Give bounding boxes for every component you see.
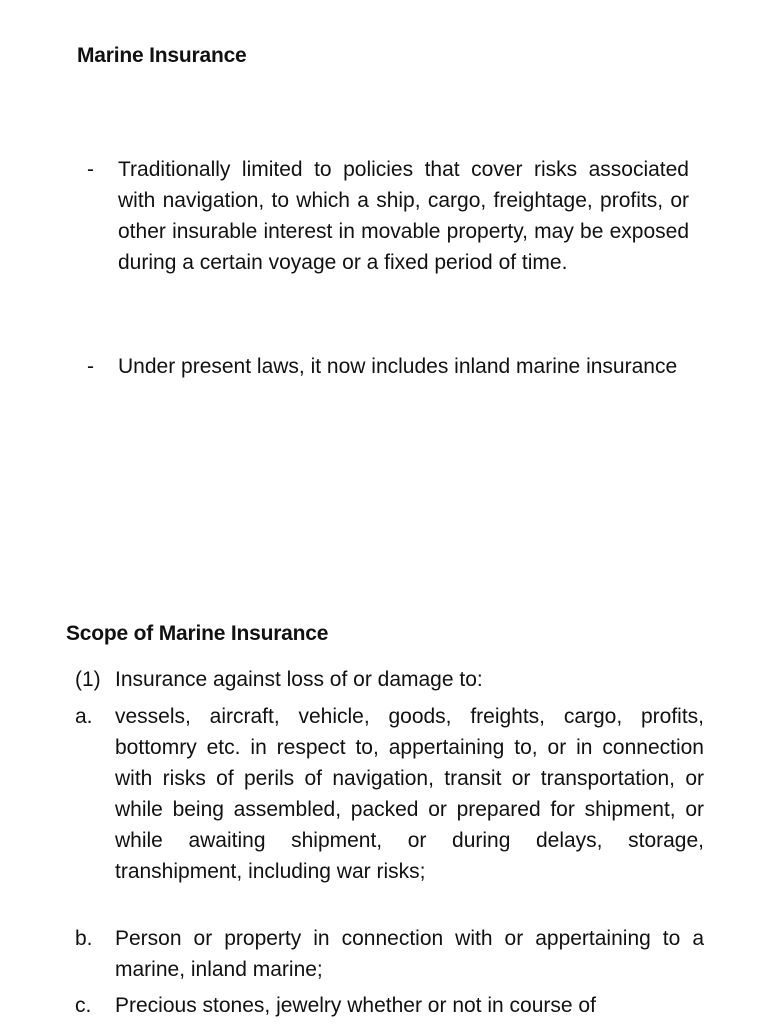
bullet-item [87, 154, 689, 278]
bullet-text: Under present laws, it now includes inland marine insurance [118, 355, 678, 378]
list-item [75, 990, 704, 1021]
list-text: Insurance against loss of or damage to: [115, 668, 483, 691]
page-title: Marine Insurance [77, 44, 247, 67]
bullet-marker: - [87, 355, 94, 378]
list-item [75, 664, 704, 695]
section-heading: Scope of Marine Insurance [66, 622, 329, 645]
list-marker: a. [75, 705, 93, 728]
bullet-marker: - [87, 158, 94, 181]
bullet-text: Traditionally limited to policies that cover risks associated with navigation, to which a ship, cargo, freightage, profits, or other insurable interest in movable property, may be exposed during a certain voyage or a fixed period of time. [118, 158, 689, 274]
list-marker: (1) [75, 668, 101, 691]
list-text: Precious stones, jewelry whether or not in course of [115, 994, 596, 1017]
list-marker: c. [75, 994, 92, 1017]
list-marker: b. [75, 927, 93, 950]
list-item [75, 701, 704, 887]
list-text: vessels, aircraft, vehicle, goods, freights, cargo, profits, bottomry etc. in respect to, appertaining to, or in connection with risks of perils of navigation, transit or transportation, or while being assembled, packed or prepared for shipment, or while awaiting shipment, or during delays, storage, transhipment, including war risks; [115, 705, 704, 883]
list-item [75, 923, 704, 985]
bullet-item [87, 351, 689, 382]
list-text: Person or property in connection with or appertaining to a marine, inland marine; [115, 927, 704, 981]
